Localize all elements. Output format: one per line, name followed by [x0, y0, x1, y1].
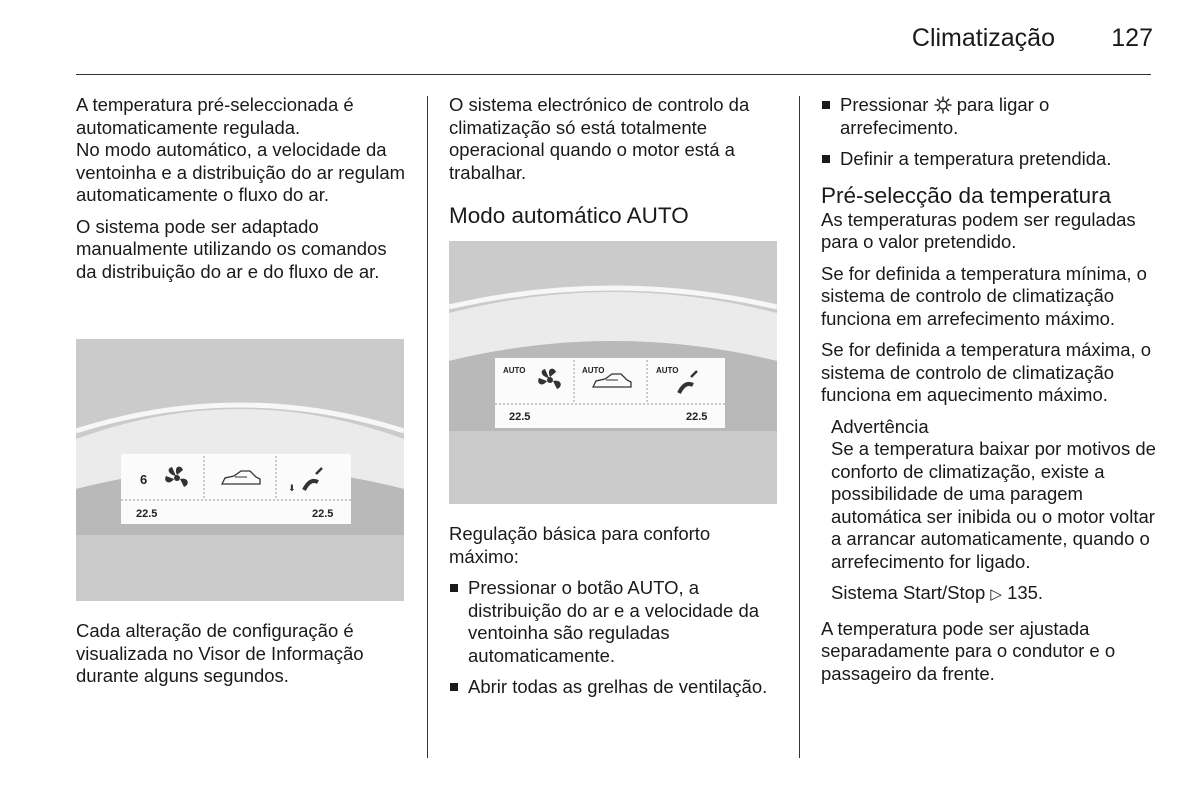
temp-left: 22.5: [509, 411, 531, 423]
snowflake-icon: [934, 96, 952, 114]
down-arrow-icon: ⬇: [288, 483, 296, 493]
column-2-lower: [449, 523, 784, 708]
temp-left: 22.5: [136, 508, 158, 520]
paragraph-min-temp: Se for definida a temperatura mínima, o sistema de controlo de climatização funciona em arrefecimento máximo.: [821, 262, 1147, 329]
list-item: Abrir todas as grelhas de ventilação.: [449, 676, 784, 699]
cooling-steps-list: [821, 94, 1156, 171]
paragraph-max-temp: Se for definida a temperatura máxima, o sistema de controlo de climatização funciona em aquecimento máximo.: [821, 339, 1152, 405]
paragraph-manual-adapt: O sistema pode ser adaptado manualmente utilizando os comandos da distribuição do ar e do fluxo de ar.: [76, 215, 387, 282]
paragraph-electronic-system: O sistema electrónico de controlo da climatização só está totalmente operacional quando o motor está a trabalhar.: [449, 94, 750, 183]
start-stop-reference[interactable]: Sistema Start/Stop ▷ 135.: [831, 582, 1156, 607]
paragraph-separate-adjust: A temperatura pode ser ajustada separadamente para o condutor e o passageiro da frente.: [821, 617, 1116, 684]
heading-temp-preselection: Pré-selecção da temperatura: [821, 182, 1112, 208]
fan-speed-value: 6: [140, 472, 148, 487]
auto-button-label: AUTO: [627, 577, 679, 598]
figure-caption: Cada alteração de configuração é visualizada no Visor de Informação durante alguns segundos.: [76, 620, 364, 686]
temp-right: 22.5: [686, 411, 708, 423]
list-item: Definir a temperatura pretendida.: [821, 148, 1156, 171]
auto-label-fan: AUTO: [503, 366, 526, 375]
figure-info-display-manual: [76, 339, 404, 601]
list-item: Pressionar o botão AUTO, a distribuição do ar e a velocidade da ventoinha são reguladas automaticamente.: [449, 577, 784, 667]
header-divider: [76, 74, 1151, 75]
paragraph-auto-mode: No modo automático, a velocidade da ventoinha e a distribuição do ar regulam automaticamente o fluxo do ar.: [76, 139, 406, 205]
page-ref-arrow-icon: ▷: [990, 586, 1002, 603]
auto-label-distribution: AUTO: [582, 366, 605, 375]
warning-title: Advertência: [831, 415, 929, 437]
column-divider-1: [427, 96, 428, 758]
column-divider-2: [799, 96, 800, 758]
auto-steps-list: [449, 577, 784, 699]
column-3: [821, 94, 1156, 694]
paragraph-preset-temp: A temperatura pré-seleccionada é automaticamente regulada.: [76, 94, 354, 138]
warning-text: Se a temperatura baixar por motivos de conforto de climatização, existe a possibilidade de uma paragem automática ser inibida ou o motor voltar a arrancar automaticamente, quando o arrefecimento for ligado.: [831, 438, 1156, 572]
heading-auto-mode: Modo automático AUTO: [449, 203, 689, 228]
auto-label-seat: AUTO: [656, 366, 679, 375]
column-2: [449, 94, 784, 229]
figure-info-display-auto: [449, 241, 777, 504]
paragraph-basic-regulation: Regulação básica para conforto máximo:: [449, 523, 711, 567]
column-1: [76, 94, 411, 292]
caption-block: [76, 620, 411, 697]
paragraph-temps-regulated: As temperaturas podem ser reguladas para o valor pretendido.: [821, 208, 1136, 252]
temp-right: 22.5: [312, 508, 334, 520]
list-item: Pressionar para ligar o arrefecimento.: [821, 94, 1156, 139]
page-number: 127: [1111, 24, 1153, 52]
warning-box: [821, 416, 1156, 607]
page-title: Climatização: [911, 24, 1055, 52]
